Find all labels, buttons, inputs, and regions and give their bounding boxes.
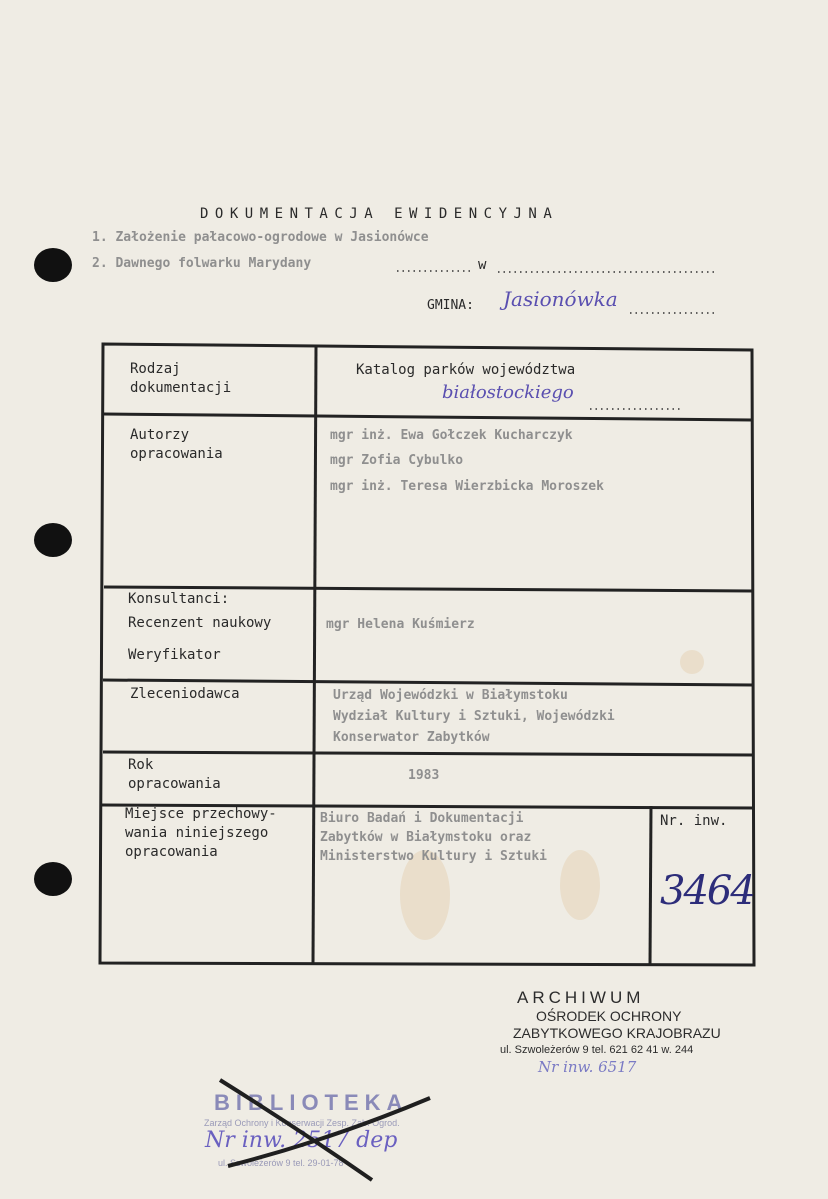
autor-2: mgr Zofia Cybulko (330, 453, 464, 468)
zleceniodawca-line-2: Wydział Kultury i Sztuki, Wojewódzki (333, 709, 615, 724)
gmina-label: GMINA: (427, 298, 474, 313)
zleceniodawca-line-1: Urząd Wojewódzki w Białymstoku (333, 688, 568, 703)
autorzy-label: Autorzy opracowania (130, 427, 223, 462)
gmina-value: Jasionówka (503, 287, 618, 311)
konsultanci-label: Konsultanci: (128, 591, 230, 607)
miejsce-line-3: Ministerstwo Kultury i Sztuki (320, 849, 547, 864)
nr-inw-label: Nr. inw. (660, 813, 728, 829)
zleceniodawca-line-3: Konserwator Zabytków (333, 730, 490, 745)
object-name-line-1: 1. Założenie pałacowo-ogrodowe w Jasionówce (92, 230, 429, 245)
miejsce-label: Miejsce przechowy- wania niniejszego opracowania (125, 806, 277, 860)
archive-stamp-line-3: ul. Szwoleżerów 9 tel. 621 62 41 w. 244 (500, 1044, 694, 1056)
zleceniodawca-label: Zleceniodawca (130, 686, 240, 702)
archive-stamp-handwritten-number: Nr inw. 6517 (538, 1058, 637, 1076)
object-name-line-2: 2. Dawnego folwarku Marydany (92, 256, 312, 271)
library-stamp-line-2: ul. Szwoleżerów 9 tel. 29-01-78 (218, 1158, 344, 1168)
miejsce-line-2: Zabytków w Białymstoku oraz (320, 830, 532, 845)
archive-stamp-title: ARCHIWUM (517, 988, 645, 1007)
library-stamp-line-1: Zarząd Ochrony i Konserwacji Zesp. Zab. Ogrod. (204, 1118, 400, 1128)
document-title: DOKUMENTACJA EWIDENCYJNA (200, 206, 559, 222)
punch-hole (34, 248, 72, 282)
recenzent-label: Recenzent naukowy (128, 615, 272, 631)
punch-hole (34, 862, 72, 896)
rodzaj-value-handwritten: białostockiego (442, 382, 574, 403)
recenzent-value: mgr Helena Kuśmierz (326, 617, 475, 632)
w-label: w (478, 257, 487, 273)
rok-label: Rok opracowania (128, 757, 221, 792)
autor-1: mgr inż. Ewa Gołczek Kucharczyk (330, 428, 573, 443)
stain (680, 650, 704, 674)
stain (560, 850, 600, 920)
weryfikator-label: Weryfikator (128, 647, 221, 663)
rodzaj-value: Katalog parków województwa (356, 362, 576, 378)
rodzaj-label: Rodzaj dokumentacji (130, 361, 232, 396)
rok-value: 1983 (408, 768, 440, 783)
nr-inw-value: 3464 (660, 868, 754, 914)
miejsce-line-1: Biuro Badań i Dokumentacji (320, 811, 524, 826)
archive-stamp-line-2: ZABYTKOWEGO KRAJOBRAZU (513, 1025, 721, 1041)
punch-hole (34, 523, 72, 557)
autor-3: mgr inż. Teresa Wierzbicka Moroszek (330, 479, 604, 494)
library-stamp-handwritten-number: Nr inw. 2517 dep (205, 1128, 398, 1153)
library-stamp-title: BIBLIOTEKA (214, 1090, 409, 1115)
archive-stamp-line-1: OŚRODEK OCHRONY (536, 1008, 682, 1024)
